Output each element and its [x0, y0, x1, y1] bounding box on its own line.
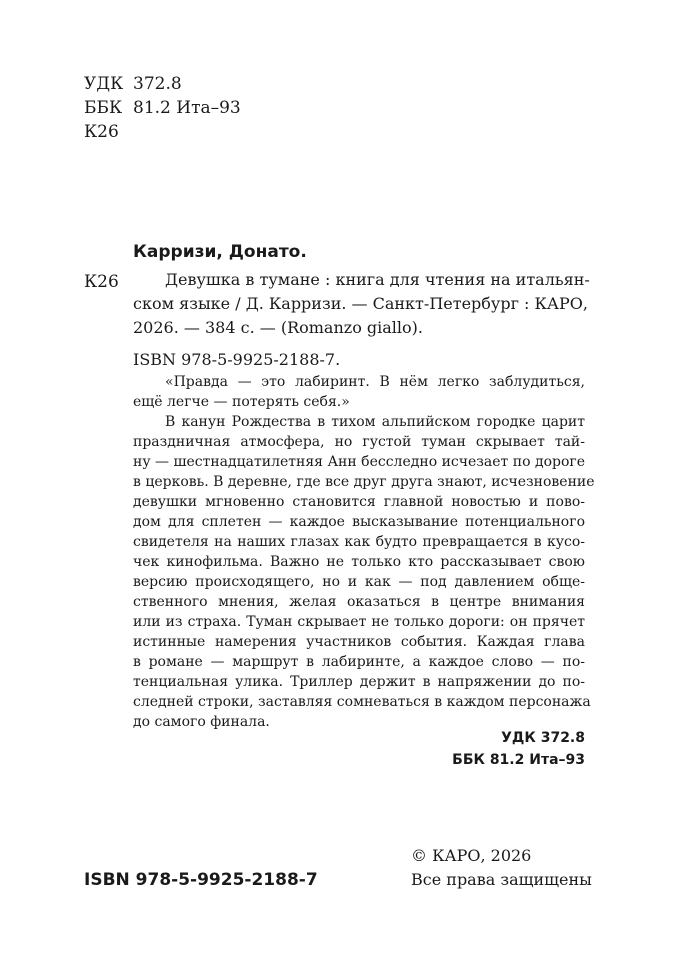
rights-reserved: Все права защищены [411, 870, 592, 889]
description-line: Девушка в тумане : книга для чтения на итальян- [165, 270, 590, 289]
annotation-line: в церковь. В деревне, где все друг друга знают, исчезновение [133, 474, 595, 490]
annotation-line: версию происходящего, но и как — под давлением обще- [133, 574, 585, 590]
udk-row [84, 74, 182, 94]
isbn-bottom: ISBN 978-5-9925-2188-7 [84, 870, 318, 890]
bbk-code: ББК 81.2 Ита–93 [452, 752, 585, 768]
annotation-line: ну — шестнадцатилетняя Анн бесследно исчезает по дороге [133, 454, 586, 470]
bbk-label: ББК [84, 98, 123, 118]
annotation-line: «Правда — это лабиринт. В нём легко заблудиться, [165, 374, 585, 390]
annotation-line: следней строки, заставляя сомневаться в каждом персонажа [133, 694, 591, 710]
annotation-line: праздничная атмосфера, но густой туман скрывает тай- [133, 434, 585, 450]
annotation-line: тенциальная улика. Триллер держит в напряжении до по- [133, 674, 585, 690]
annotation-line: в романе — маршрут в лабиринте, а каждое слово — по- [133, 654, 585, 670]
annotation-line: ственного мнения, желая оказаться в центре внимания [133, 594, 585, 610]
annotation-line: В канун Рождества в тихом альпийском городке царит [165, 414, 585, 430]
annotation-line: свидетеля на наших глазах как будто превращается в кусо- [133, 534, 585, 550]
cutter-mark: К26 [84, 272, 119, 292]
cutter-top-label: К26 [84, 122, 119, 142]
annotation-line: чек кинофильма. Важно не только кто рассказывает свою [133, 554, 585, 570]
annotation-line: девушки мгновенно становится главной новостью и пово- [133, 494, 585, 510]
description-line: ском языке / Д. Карризи. — Санкт-Петербург : КАРО, [133, 294, 588, 313]
record-isbn: ISBN 978-5-9925-2188-7. [133, 350, 341, 369]
bbk-row [84, 98, 241, 118]
author-heading: Карризи, Донато. [133, 242, 307, 262]
udk-code: УДК 372.8 [501, 730, 585, 746]
annotation-line: дом для сплетен — каждое высказывание потенциального [133, 514, 585, 530]
annotation-line: ещё легче — потерять себя.» [133, 394, 350, 410]
annotation-line: или из страха. Туман скрывает не только дороги: он прячет [133, 614, 585, 630]
annotation-line: до самого финала. [133, 714, 270, 730]
bbk-value: 81.2 Ита–93 [133, 98, 241, 118]
bibliographic-description [133, 268, 590, 372]
cutter-top [84, 122, 119, 142]
annotation-line: истинные намерения участников события. Каждая глава [133, 634, 585, 650]
copyright: © КАРО, 2026 [411, 846, 532, 865]
udk-value: 372.8 [133, 74, 182, 94]
annotation [133, 372, 595, 732]
udk-label: УДК [84, 74, 124, 94]
description-line: 2026. — 384 с. — (Romanzo giallo). [133, 318, 423, 337]
